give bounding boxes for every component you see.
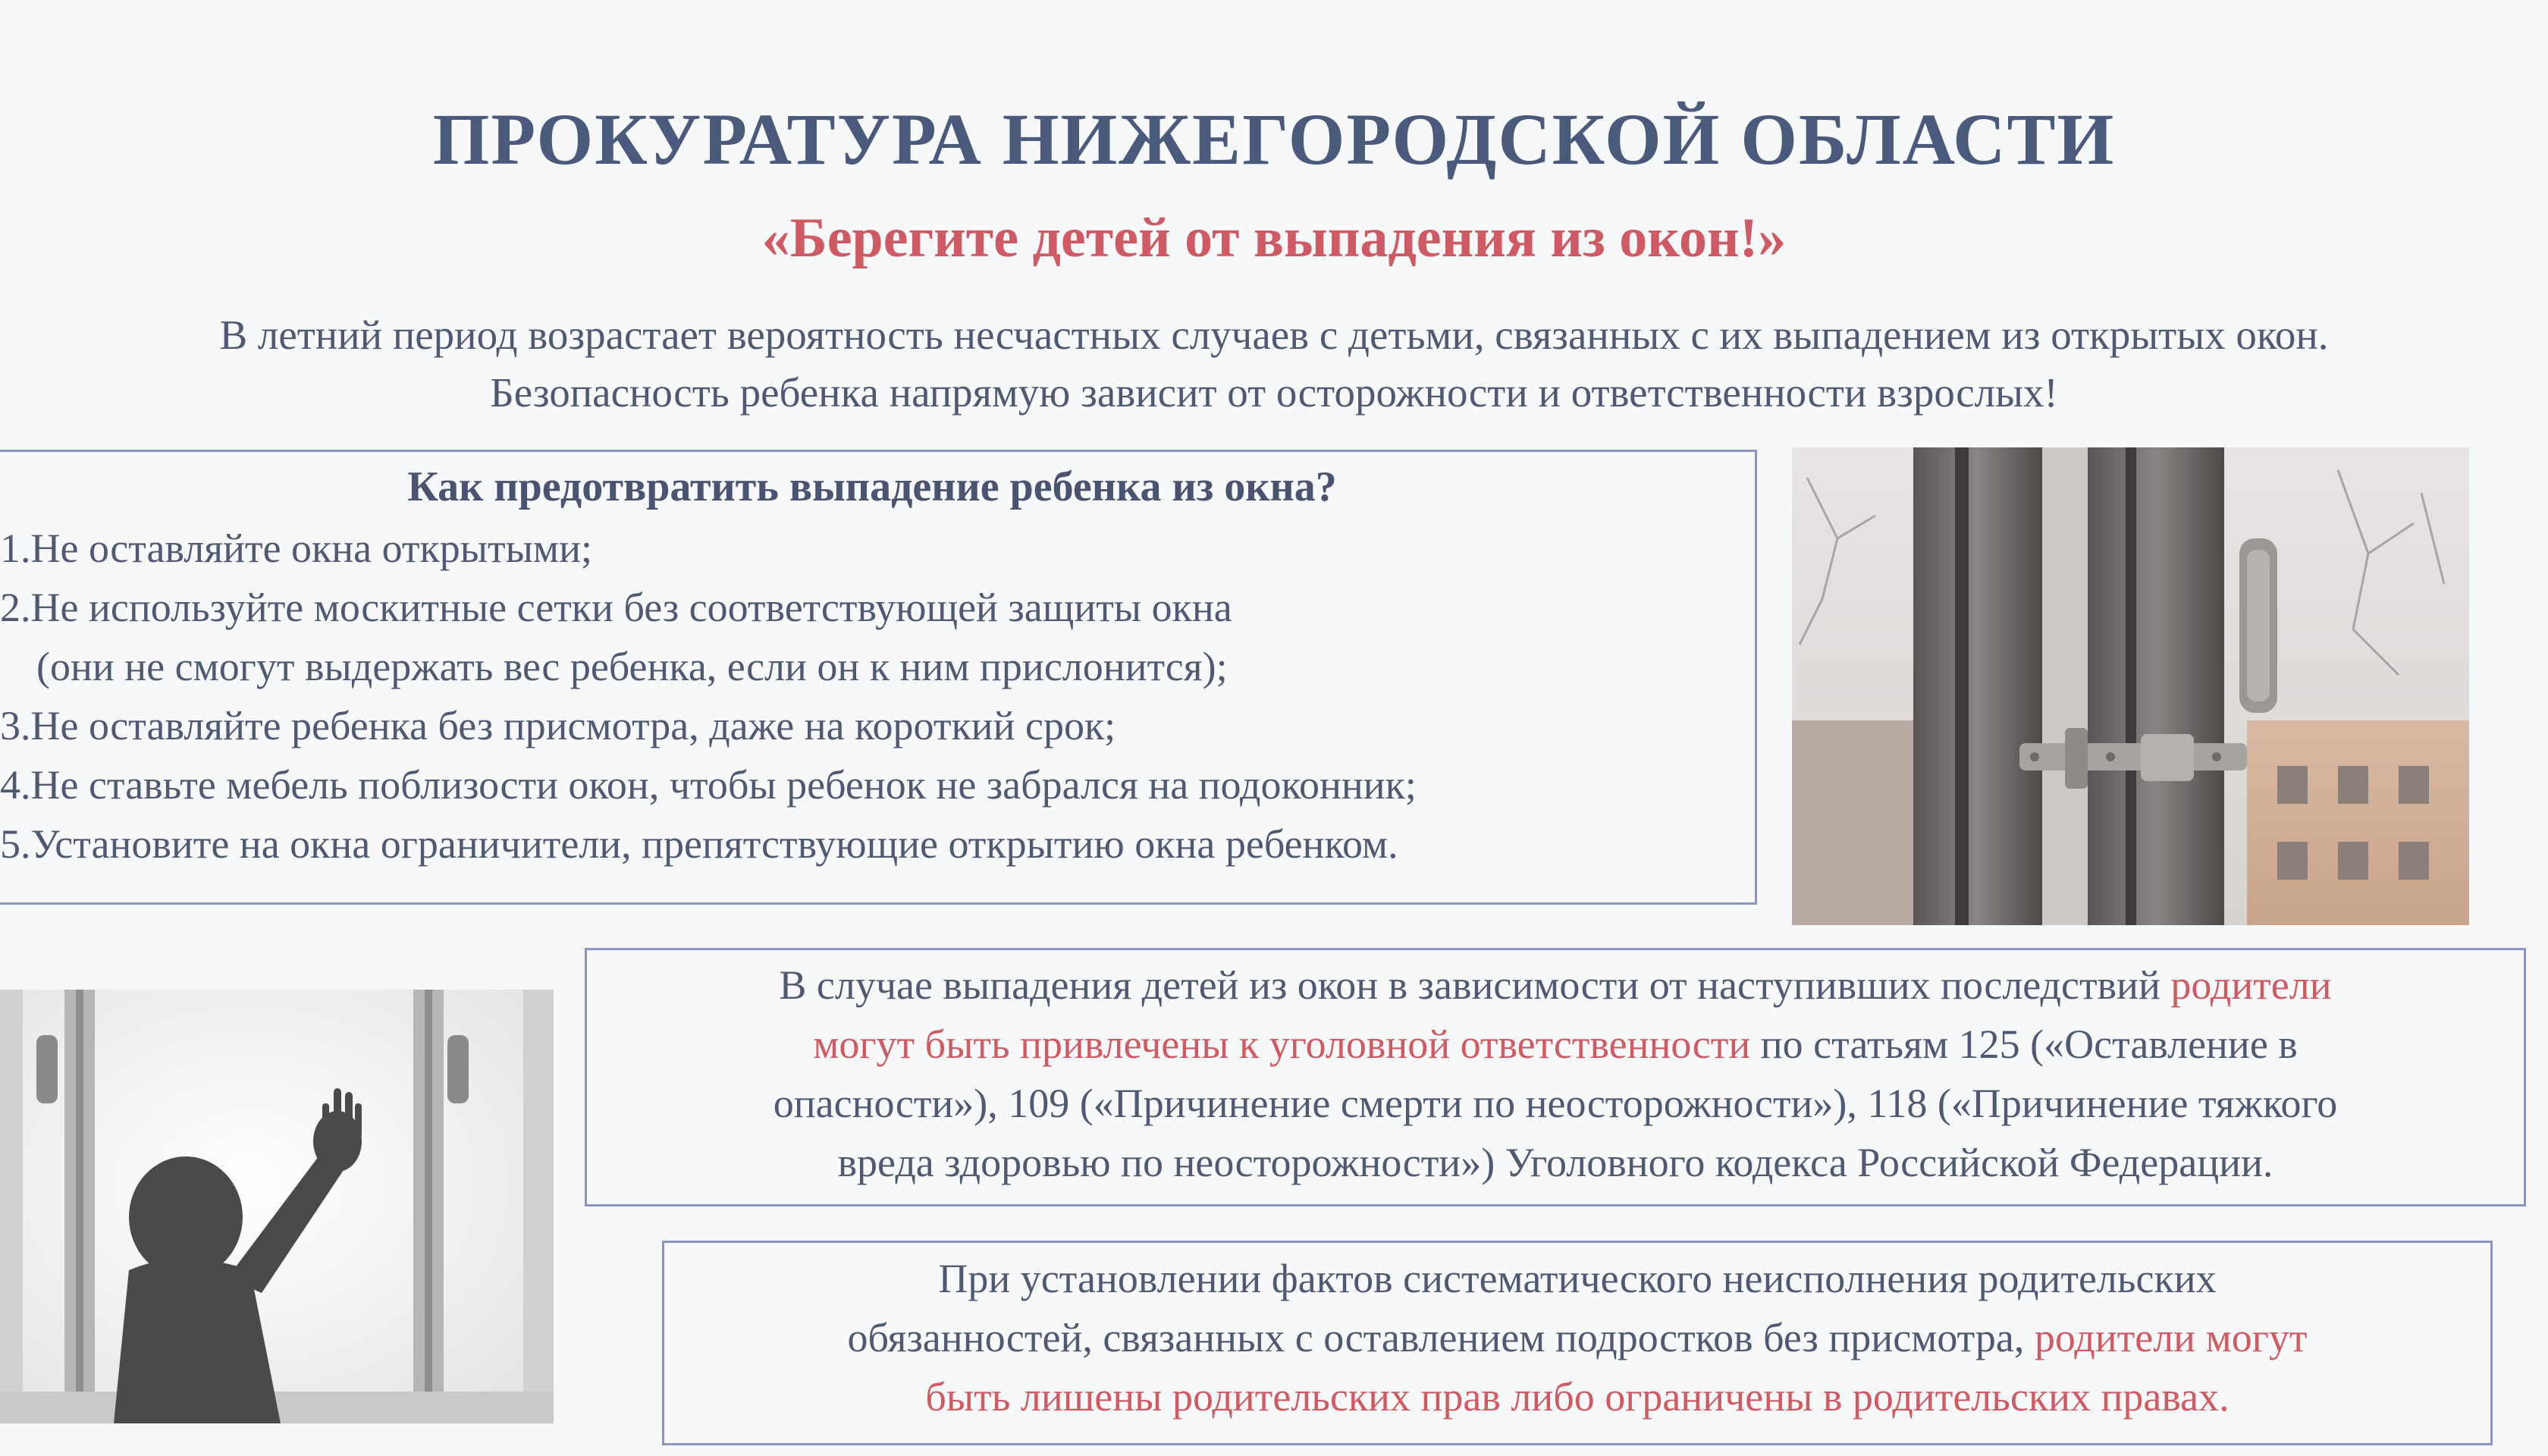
rights-text: обязанностей, связанных с оставлением подростков без присмотра, (847, 1315, 2035, 1360)
rights-highlight: родители могут (2034, 1315, 2308, 1360)
tip-item-3: 3.Не оставляйте ребенка без присмотра, даже на короткий срок; (0, 703, 1116, 748)
tip-item-1: 1.Не оставляйте окна открытыми; (0, 526, 592, 571)
page-subtitle: «Берегите детей от выпадения из окон!» (761, 207, 1787, 269)
tip-item-2: 2.Не используйте москитные сетки без соответствующей защиты окна (0, 585, 1232, 630)
liability-highlight: родители (2170, 962, 2332, 1008)
rights-line-3: быть лишены родительских прав либо ограничены в родительских правах. (925, 1374, 2230, 1420)
liability-line-1 (588, 962, 2523, 1009)
rights-line-2 (665, 1314, 2490, 1361)
tips-heading: Как предотвратить выпадение ребенка из окна? (407, 463, 1337, 510)
liability-line-2 (588, 1021, 2523, 1068)
intro-line-2: Безопасность ребенка напрямую зависит от осторожности и ответственности взрослых! (490, 369, 2058, 416)
liability-text: В случае выпадения детей из окон в зависимости от наступивших последствий (779, 962, 2171, 1008)
liability-highlight: могут быть привлечены к уголовной ответственности (813, 1021, 1751, 1067)
intro-line-1: В летний период возрастает вероятность несчастных случаев с детьми, связанных с их выпадением из открытых окон. (219, 312, 2329, 358)
window-lock-photo (1792, 447, 2469, 925)
page-title: ПРОКУРАТУРА НИЖЕГОРОДСКОЙ ОБЛАСТИ (432, 99, 2116, 180)
tip-item-4: 4.Не ставьте мебель поблизости окон, чтобы ребенок не забрался на подоконник; (0, 762, 1417, 808)
liability-text: по статьям 125 («Оставление в (1750, 1021, 2298, 1067)
liability-line-3: опасности»), 109 («Причинение смерти по неосторожности»), 118 («Причинение тяжкого (773, 1081, 2338, 1126)
rights-line-1: При установлении фактов систематического неисполнения родительских (938, 1256, 2217, 1301)
liability-line-4: вреда здоровью по неосторожности») Уголовного кодекса Российской Федерации. (837, 1140, 2273, 1185)
tip-item-2-continuation: (они не смогут выдержать вес ребенка, если он к ним прислонится); (36, 644, 1228, 689)
child-at-window-photo (0, 990, 554, 1423)
tip-item-5: 5.Установите на окна ограничители, препятствующие открытию окна ребенком. (0, 821, 1398, 867)
